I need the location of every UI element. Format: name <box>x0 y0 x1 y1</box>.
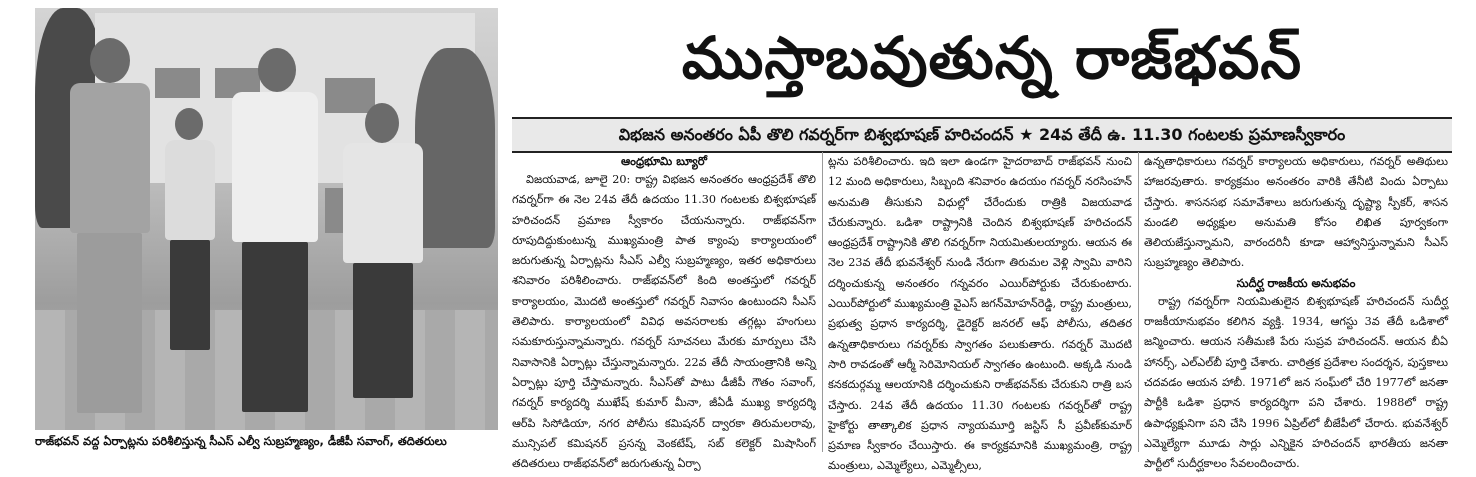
article-column-1 <box>512 152 816 471</box>
article-paragraph: ఉన్నతాధికారులు గవర్నర్ కార్యాలయ అధికారులు, గవర్నర్ అతిథులు హాజరవుతారు. కార్యక్రమం అనంతరం వారికి తేనీటి విందు ఏర్పాటు చేస్తారు. శాసనసభ సమావేశాలు జరుగుతున్న దృష్ట్యా స్పీకర్, శాసన మండలి అధ్యక్షుల అనుమతి కోసం లిఖిత పూర్వకంగా తెలియజేస్తున్నామని, వారందరినీ కూడా ఆహ్వానిస్తున్నామని సీఎస్ సుబ్రహ్మణ్యం తెలిపారు. <box>1144 155 1448 270</box>
article-column-3 <box>1144 152 1448 471</box>
column-divider <box>822 152 823 452</box>
photo-person-cs <box>220 48 330 418</box>
article-paragraph: రాష్ట్ర గవర్నర్‌గా నియమితులైన బిశ్వభూషణ్ హరిచందన్ సుదీర్ఘ రాజకీయానుభవం కలిగిన వ్యక్తి. 1934, ఆగస్టు 3వ తేదీ ఒడిశాలో జన్మించారు. ఆయన సతీమణి పేరు సుప్రవ హరిచందన్. ఆయన బీఏ హానర్స్, ఎల్‌ఎల్‌బీ పూర్తి చేశారు. చారిత్రక ప్రదేశాల సందర్శన, పుస్తకాలు చదవడం ఆయన హాబీ. 1971లో జన సంఘ్‌లో చేరి 1977లో జనతా పార్టీకి ఒడిశా ప్రధాన కార్యదర్శిగా పని చేశారు. 1988లో రాష్ట్ర ఉపాధ్యక్షునిగా పని చేసి 1996 ఏప్రిల్‌లో బీజేపీలో చేరారు. భువనేశ్వర్ ఎమ్మెల్యేగా మూడు సార్లు ఎన్నికైన హరిచందన్ భారతీయ జనతా పార్టీలో సుదీర్ఘకాలం సేవలందించారు. <box>1144 294 1448 471</box>
photo-person-background <box>160 108 220 358</box>
section-subtitle: సుదీర్ఘ రాజకీయ అనుభవం <box>1236 275 1356 290</box>
photo-caption: రాజ్‌భవన్ వద్ద ఏర్పాట్లను పరిశీలిస్తున్న సీఎస్ ఎల్వీ సుబ్రహ్మణ్యం, డీజీపీ సవాంగ్, తదితరులు <box>35 434 447 448</box>
news-photo <box>35 8 498 430</box>
subheadline: విభజన అనంతరం ఏపీ తొలి గవర్నర్‌గా బిశ్వభూషణ్ హరిచందన్ ★ 24వ తేదీ ఉ. 11.30 గంటలకు ప్రమాణస్వీకారం <box>512 117 1452 153</box>
photo-person-officer <box>55 38 165 418</box>
article-paragraph: విజయవాడ, జూలై 20: రాష్ట్ర విభజన అనంతరం ఆంధ్రప్రదేశ్ తొలి గవర్నర్‌గా ఈ నెల 24వ తేదీ ఉదయం 11.30 గంటలకు బిశ్వభూషణ్ హరిచందన్ ప్రమాణ స్వీకారం చేయనున్నారు. రాజ్‌భవన్‌గా రూపుదిద్దుకుంటున్న ముఖ్యమంత్రి పాత క్యాంపు కార్యాలయంలో జరుగుతున్న ఏర్పాట్లను సీఎస్ ఎల్వీ సుబ్రహ్మణ్యం, ఇతర అధికారులు శనివారం పరిశీలించారు. రాజ్‌భవన్‌లో కింది అంతస్తులో గవర్నర్ కార్యాలయం, మొదటి అంతస్తులో గవర్నర్ నివాసం ఉంటుందని సీఎస్ తెలిపారు. కార్యాలయంలో వివిధ అవసరాలకు తగ్గట్లు హంగులు సమకూరుస్తున్నామన్నారు. గవర్నర్ సూచనలు మేరకు మార్పులు చేసి నివాసానికి ఏర్పాట్లు చేస్తున్నామన్నారు. 22వ తేదీ సాయంత్రానికి అన్ని ఏర్పాట్లు పూర్తి చేస్తామన్నారు. సీఎస్‌తో పాటు డీజీపీ గౌతం సవాంగ్, గవర్నర్ కార్యదర్శి ముఖేష్ కుమార్ మీనా, జీఏడీ ముఖ్య కార్యదర్శి ఆర్‌పి సిసోడియా, నగర పోలీసు కమిషనర్ ద్వారకా తిరుమలరావు, మున్సిపల్ కమిషనర్ ప్రసన్న వెంకటేష్, సబ్ కలెక్టర్ మిషాసింగ్ తదితరులు రాజ్‌భవన్‌లో జరుగుతున్న ఏర్పా <box>512 173 816 471</box>
article-paragraph: ట్లను పరిశీలించారు. ఇది ఇలా ఉండగా హైదరాబాద్ రాజ్‌భవన్ నుంచి 12 మంది అధికారులు, సిబ్బంది శనివారం ఉదయం గవర్నర్ నరసింహన్ అనుమతి తీసుకుని విధుల్లో చేరేందుకు రాత్రికి విజయవాడ చేరుకున్నారు. ఒడిశా రాష్ట్రానికి చెందిన బిశ్వభూషణ్ హరిచందన్ ఆంధ్రప్రదేశ్ రాష్ట్రానికి తొలి గవర్నర్‌గా నియమితులయ్యారు. ఆయన ఈ నెల 23వ తేదీ భువనేశ్వర్ నుండి నేరుగా తిరుమల వెళ్లి స్వామి వారిని దర్శించుకున్న అనంతరం గన్నవరం ఎయిర్‌పోర్టుకు చేరుకుంటారు. ఎయిర్‌పోర్టులో ముఖ్యమంత్రి వైఎస్ జగన్‌మోహన్‌రెడ్డి, రాష్ట్ర మంత్రులు, ప్రభుత్వ ప్రధాన కార్యదర్శి, డైరెక్టర్ జనరల్ ఆఫ్ పోలీసు, తదితర ఉన్నతాధికారులు గవర్నర్‌కు స్వాగతం పలుకుతారు. గవర్నర్ మొదటి సారి రావడంతో ఆర్మీ సెరిమోనియల్ స్వాగతం ఉంటుంది. అక్కడి నుండి కనకదుర్గమ్మ ఆలయానికి దర్శించుకుని రాజ్‌భవన్‌కు చేరుకుని రాత్రి బస చేస్తారు. 24వ తేదీ ఉదయం 11.30 గంటలకు గవర్నర్‌తో రాష్ట్ర హైకోర్టు తాత్కాలిక ప్రధాన న్యాయమూర్తి జస్టిస్ సీ ప్రవీణ్‌కుమార్ ప్రమాణ స్వీకారం చేయిస్తారు. ఈ కార్యక్రమానికి ముఖ్యమంత్రి, రాష్ట్ర మంత్రులు, ఎమ్మెల్యేలు, ఎమ్మెల్సీలు, <box>828 155 1132 473</box>
article-column-2 <box>828 152 1132 473</box>
headline: ముస్తాబవుతున్న రాజ్‌భవన్ <box>681 24 1303 92</box>
photo-person-official <box>335 103 430 403</box>
column-divider <box>1138 152 1139 452</box>
byline: ఆంధ్రభూమి బ్యూరో <box>620 154 708 168</box>
